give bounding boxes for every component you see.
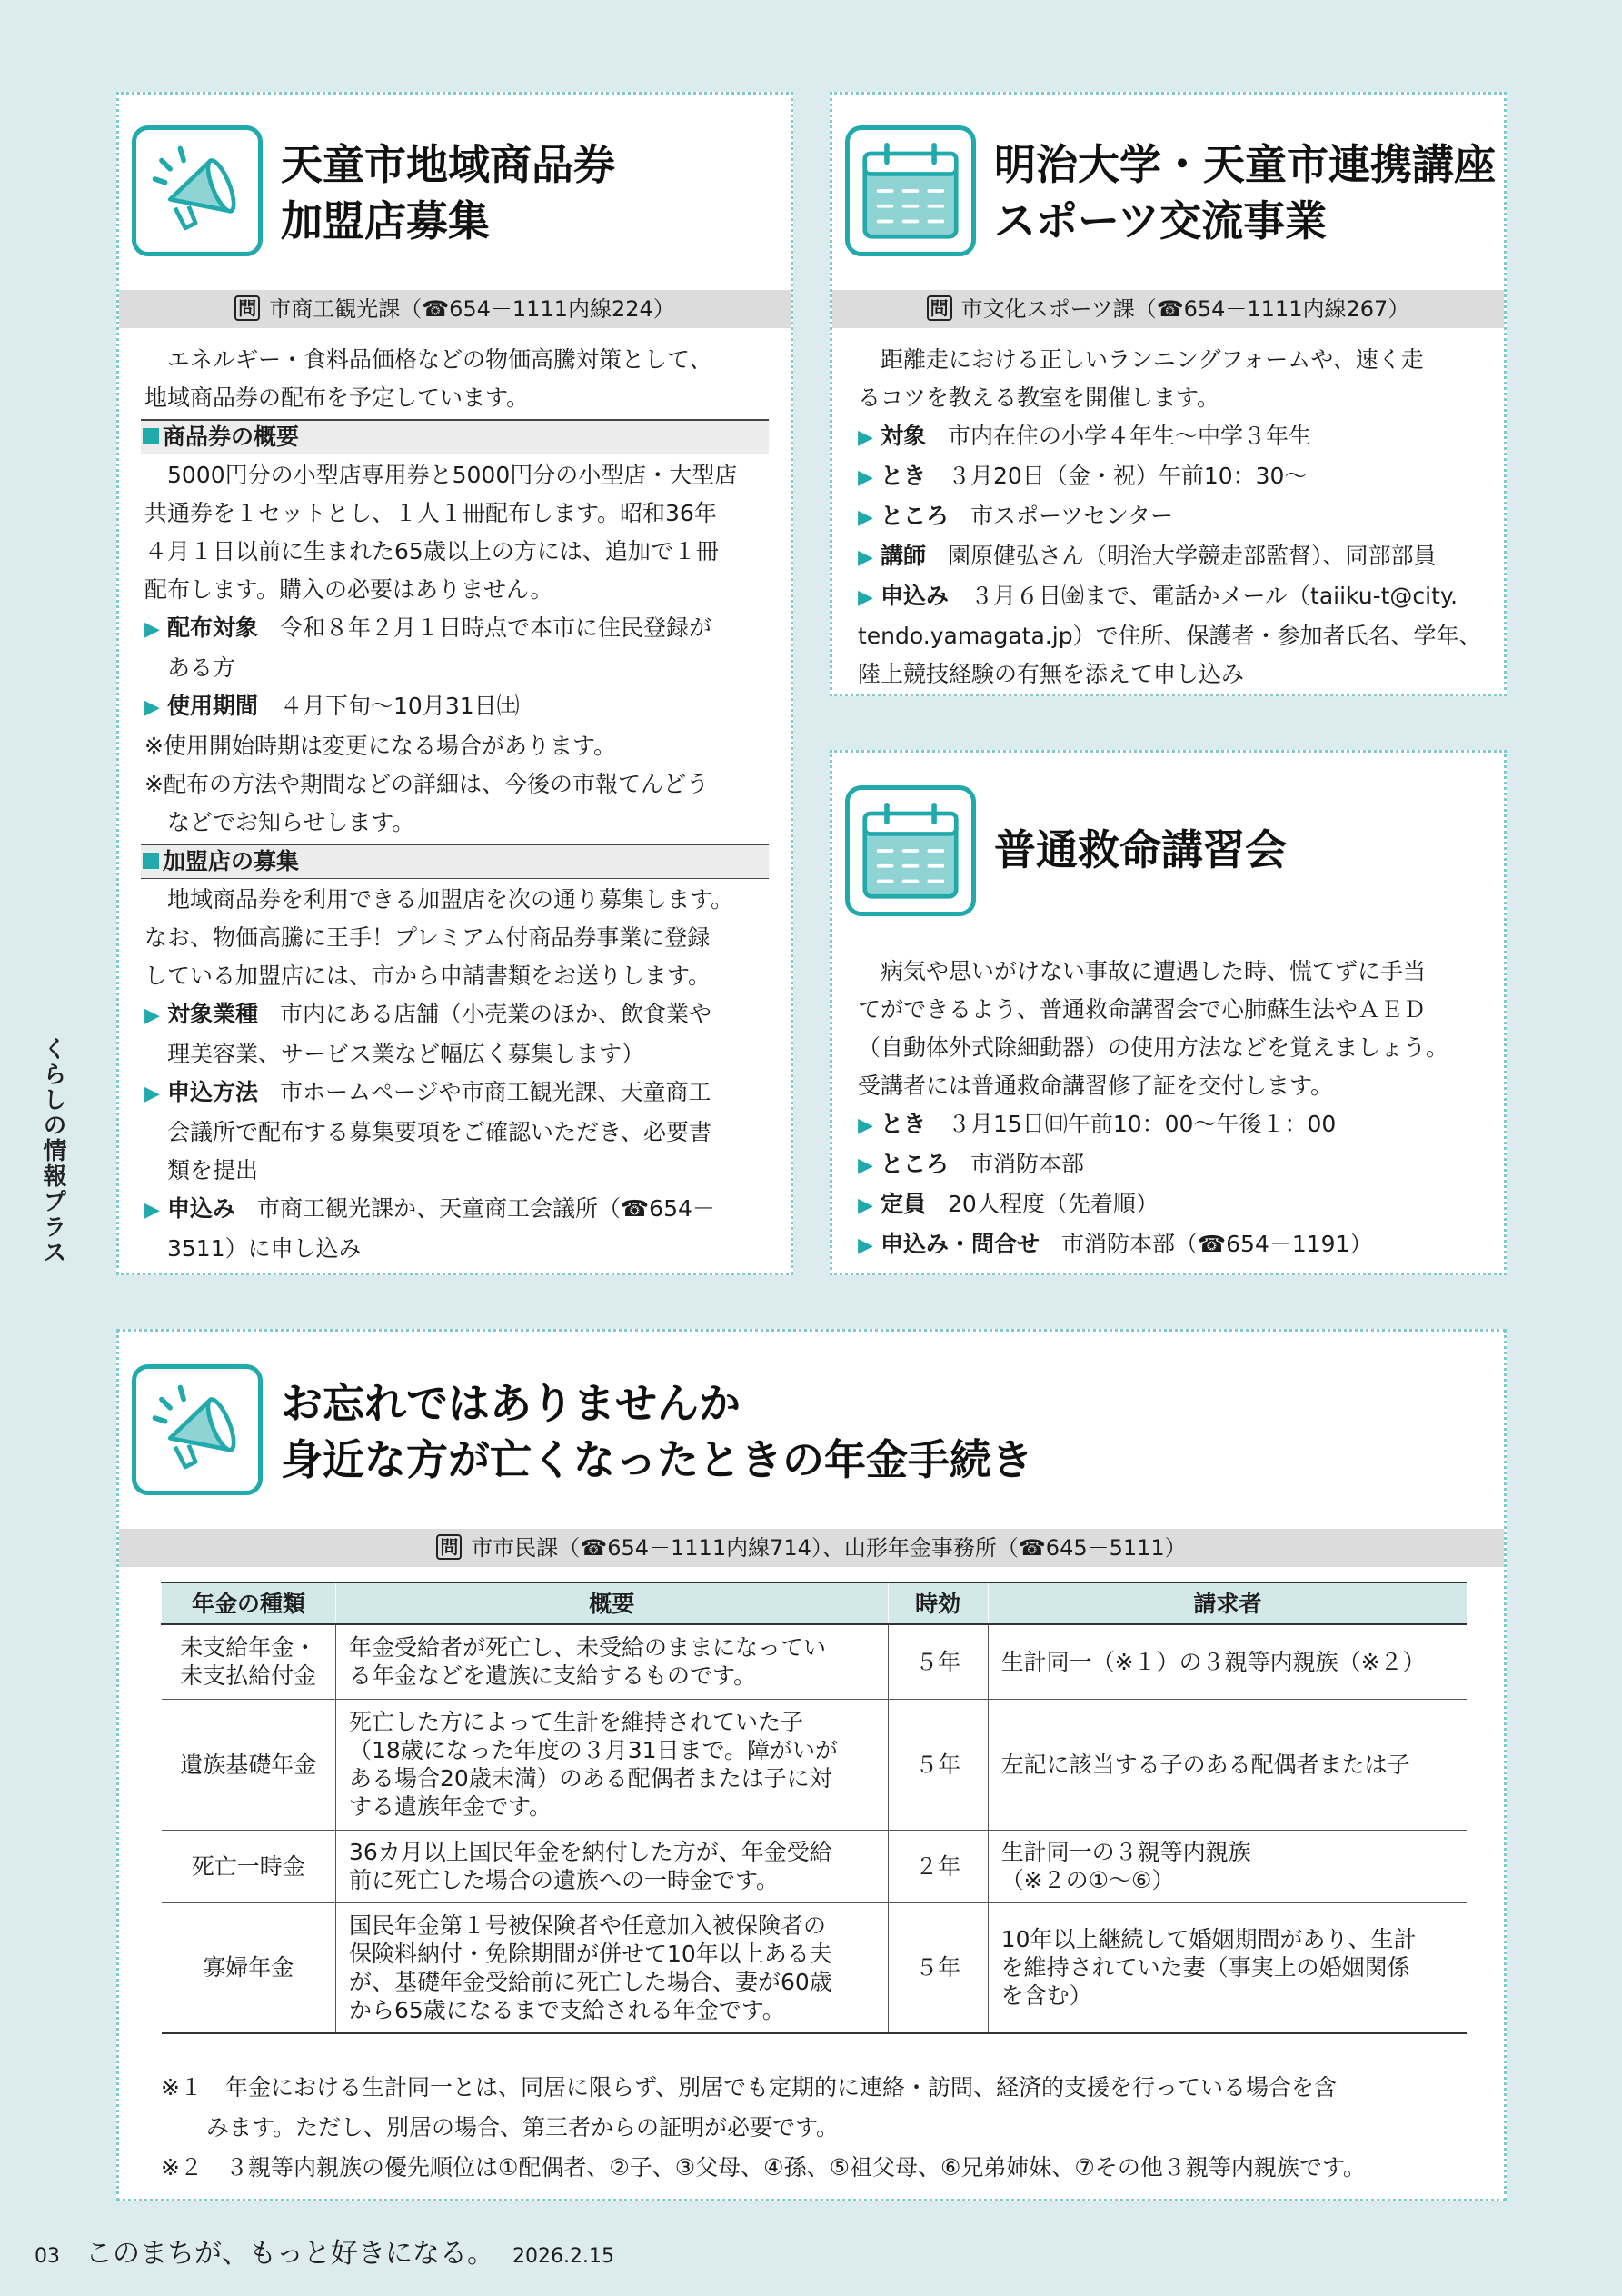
footnote-2: ※２ ３親等内親族の優先順位は①配偶者、②子、③父母、④孫、⑤祖父母、⑥兄弟姉妹、⑦その他３親等内親族です。: [161, 2154, 1366, 2181]
table-row: [162, 1902, 1468, 2033]
table-row: [162, 1624, 1468, 1699]
cell-summary: 国民年金第１号被保険者や任意加入被保険者の 保険料納付・免除期間が併せて10年以上ある夫 が、基礎年金受給前に死亡した場合、妻が60歳 から65歳になるまで支給される年金です。: [335, 1902, 888, 2033]
cell-claimant: 10年以上継続して婚姻期間があり、生計 を維持されていた妻（事実上の婚姻関係 を含む）: [988, 1902, 1467, 2033]
title-line-2: スポーツ交流事業: [994, 196, 1328, 245]
col-header-claimant: 請求者: [988, 1582, 1467, 1624]
triangle-bullet-icon: ▶: [858, 506, 873, 529]
card-title: [994, 822, 1287, 878]
title-line-1: 明治大学・天童市連携講座: [994, 140, 1496, 189]
square-bullet-icon: [143, 428, 159, 444]
contact-bar: [119, 1529, 1504, 1567]
body-line: なお、物価高騰に王手！プレミアム付商品券事業に登録: [144, 924, 711, 951]
triangle-bullet-icon: ▶: [858, 546, 873, 569]
intro-line: エネルギー・食料品価格などの物価高騰対策として、: [167, 346, 712, 373]
card-nenkin: [116, 1329, 1507, 2201]
note: ※配布の方法や期間などの詳細は、今後の市報てんどう: [144, 771, 709, 797]
intro-line: 病気や思いがけない事故に遭遇した時、慌てずに手当: [881, 958, 1427, 984]
contact-text: 市市民課（☎654－1111内線714）、山形年金事務所（☎645－5111）: [471, 1535, 1187, 1561]
cell-type: 未支給年金・ 未支払給付金: [162, 1624, 336, 1699]
triangle-bullet-icon: ▶: [858, 1194, 873, 1217]
list-item: ▶ とき ３月20日（金・祝）午前10：30～: [858, 457, 1482, 497]
list-item-cont: 類を提出: [167, 1157, 259, 1183]
col-header-period: 時効: [888, 1582, 988, 1624]
card-shohinken: [116, 92, 793, 1275]
cell-claimant: 生計同一の３親等内親族 （※２の①～⑥）: [988, 1830, 1467, 1902]
footnote-1: ※１ 年金における生計同一とは、同居に限らず、別居でも定期的に連絡・訪問、経済的支援を行っている場合を含 みます。ただし、別居の場合、第三者からの証明が必要です。: [161, 2074, 1337, 2141]
contact-bar: [119, 290, 791, 328]
list-item: ▶ 対象 市内在住の小学４年生～中学３年生: [858, 417, 1482, 457]
inquiry-badge: 問: [436, 1534, 462, 1560]
card-body: [832, 934, 1504, 1265]
list-item-cont: 3511）に申し込み: [167, 1235, 362, 1262]
megaphone-icon: [132, 1364, 263, 1495]
side-label: くらしの情報プラス: [39, 1036, 66, 1265]
triangle-bullet-icon: ▶: [858, 1154, 873, 1177]
cell-summary: 36カ月以上国民年金を納付した方が、年金受給 前に死亡した場合の遺族への一時金です。: [335, 1830, 888, 1902]
intro-line: 受講者には普通救命講習修了証を交付します。: [858, 1073, 1334, 1099]
triangle-bullet-icon: ▶: [858, 1234, 873, 1257]
triangle-bullet-icon: ▶: [858, 1114, 873, 1137]
list-item: ▶ ところ 市スポーツセンター: [858, 497, 1482, 537]
title-line-1: 天童市地域商品券: [281, 140, 615, 189]
card-body: [832, 328, 1504, 694]
cell-claimant: 生計同一（※１）の３親等内親族（※２）: [988, 1624, 1467, 1699]
list-item: ▶ とき ３月15日㈰午前10：00～午後１：00: [858, 1105, 1482, 1145]
megaphone-icon: [132, 125, 263, 256]
cell-type: 遺族基礎年金: [162, 1699, 336, 1830]
contact-text: 市文化スポーツ課（☎654－1111内線267）: [960, 296, 1410, 322]
page-number: 03: [35, 2245, 60, 2268]
cell-claimant: 左記に該当する子のある配偶者または子: [988, 1699, 1467, 1830]
list-item: ▶ 使用期間 ４月下旬～10月31日㈯: [144, 687, 769, 727]
col-header-type: 年金の種類: [162, 1582, 336, 1624]
list-item: ▶ 申込み ３月６日㈮まで、電話かメール（taiiku-t@city.: [858, 577, 1482, 617]
intro-line: 距離走における正しいランニングフォームや、速く走: [881, 346, 1424, 373]
card-title: [281, 1375, 1033, 1488]
list-item: ▶ 申込み 市商工観光課か、天童商工会議所（☎654－: [144, 1190, 769, 1230]
list-item: ▶ 申込み・問合せ 市消防本部（☎654－1191）: [858, 1225, 1482, 1265]
triangle-bullet-icon: ▶: [144, 1199, 160, 1222]
triangle-bullet-icon: ▶: [144, 1083, 160, 1105]
card-body: [119, 328, 791, 1268]
table-row: [162, 1699, 1468, 1830]
title-line-1: 普通救命講習会: [994, 825, 1287, 874]
intro-line: るコツを教える教室を開催します。: [858, 384, 1220, 411]
title-line-2: 身近な方が亡くなったときの年金手続き: [281, 1435, 1033, 1484]
cell-type: 寡婦年金: [162, 1902, 336, 2033]
card-header: [119, 1332, 1504, 1529]
contact-bar: [832, 290, 1504, 328]
footer-slogan: このまちが、もっと好きになる。: [85, 2238, 494, 2270]
cell-summary: 年金受給者が死亡し、未受給のままになってい る年金などを遺族に支給するものです。: [335, 1624, 888, 1699]
list-item-cont: ある方: [167, 654, 236, 681]
inquiry-badge: 問: [234, 295, 260, 321]
footnotes: [161, 2068, 1469, 2188]
table-row: [162, 1830, 1468, 1902]
intro-line: てができるよう、普通救命講習会で心肺蘇生法やＡＥＤ: [858, 996, 1427, 1023]
card-header: [832, 753, 1504, 934]
body-line: 共通券を１セットとし、１人１冊配布します。昭和36年: [144, 500, 717, 526]
card-meiji-sports: [830, 92, 1507, 696]
list-item-cont: 会議所で配布する募集要項をご確認いただき、必要書: [167, 1119, 712, 1145]
body-line: 配布します。購入の必要はありません。: [144, 576, 553, 603]
card-title: [281, 136, 615, 249]
col-header-summary: 概要: [335, 1582, 888, 1624]
cell-period: ２年: [888, 1830, 988, 1902]
cell-period: ５年: [888, 1624, 988, 1699]
card-header: [119, 95, 791, 290]
triangle-bullet-icon: ▶: [144, 696, 160, 719]
list-item: ▶ 配布対象 令和８年２月１日時点で本市に住民登録が: [144, 609, 769, 649]
triangle-bullet-icon: ▶: [144, 618, 160, 641]
cell-period: ５年: [888, 1699, 988, 1830]
contact-text: 市商工観光課（☎654－1111内線224）: [269, 296, 675, 322]
calendar-icon: [845, 785, 976, 916]
cell-period: ５年: [888, 1902, 988, 2033]
body-line: 地域商品券を利用できる加盟店を次の通り募集します。: [167, 886, 734, 913]
intro-line: 地域商品券の配布を予定しています。: [144, 384, 530, 411]
list-item-cont: 理美容業、サービス業など幅広く募集します）: [167, 1041, 645, 1067]
table-header-row: [162, 1582, 1468, 1624]
triangle-bullet-icon: ▶: [858, 466, 873, 489]
triangle-bullet-icon: ▶: [858, 426, 873, 449]
list-item: ▶ 講師 園原健弘さん（明治大学競走部監督）、同部部員: [858, 537, 1482, 577]
section-heading: 商品券の概要: [141, 419, 769, 454]
title-line-2: 加盟店募集: [281, 196, 490, 245]
note: ※使用開始時期は変更になる場合があります。: [144, 733, 616, 759]
note-cont: などでお知らせします。: [167, 809, 415, 835]
section-heading: 加盟店の募集: [141, 844, 769, 879]
list-item: ▶ 対象業種 市内にある店舗（小売業のほか、飲食業や: [144, 995, 769, 1035]
inquiry-badge: 問: [927, 295, 952, 321]
title-line-1: お忘れではありませんか: [281, 1379, 741, 1428]
card-title: [994, 136, 1496, 249]
body-line: している加盟店には、市から申請書類をお送りします。: [144, 963, 711, 989]
list-item-cont: 陸上競技経験の有無を添えて申し込み: [858, 661, 1245, 687]
list-item-cont: tendo.yamagata.jp）で住所、保護者・参加者氏名、学年、: [858, 623, 1482, 649]
list-item: ▶ 申込方法 市ホームページや市商工観光課、天童商工: [144, 1073, 769, 1113]
footer-date: 2026.2.15: [512, 2245, 614, 2268]
intro-line: （自動体外式除細動器）の使用方法などを覚えましょう。: [858, 1034, 1449, 1061]
calendar-icon: [845, 125, 976, 256]
list-item: ▶ ところ 市消防本部: [858, 1145, 1482, 1185]
card-kyumei-koshu: [830, 750, 1507, 1275]
list-item: ▶ 定員 20人程度（先着順）: [858, 1185, 1482, 1225]
cell-type: 死亡一時金: [162, 1830, 336, 1902]
cell-summary: 死亡した方によって生計を維持されていた子 （18歳になった年度の３月31日まで。障がいが ある場合20歳未満）のある配偶者または子に対 する遺族年金です。: [335, 1699, 888, 1830]
card-header: [832, 95, 1504, 290]
triangle-bullet-icon: ▶: [858, 586, 873, 609]
body-line: ４月１日以前に生まれた65歳以上の方には、追加で１冊: [144, 538, 719, 564]
page-footer: [35, 2231, 614, 2271]
square-bullet-icon: [143, 853, 159, 869]
triangle-bullet-icon: ▶: [144, 1004, 160, 1027]
nenkin-table: [161, 1582, 1467, 2034]
body-line: 5000円分の小型店専用券と5000円分の小型店・大型店: [167, 462, 738, 488]
